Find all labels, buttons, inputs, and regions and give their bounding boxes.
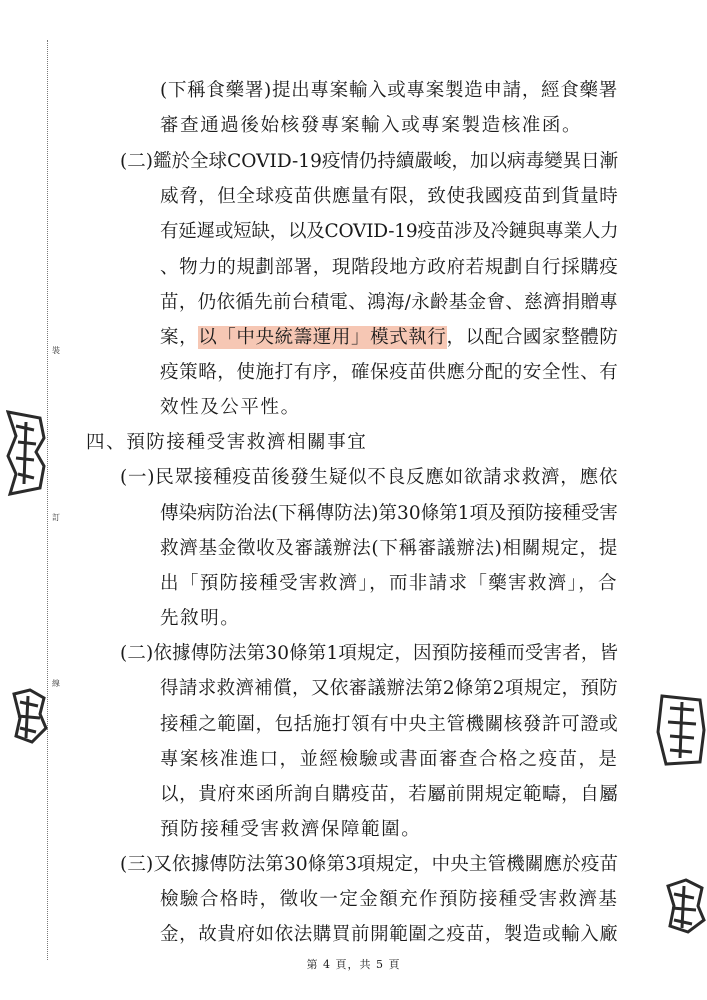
doc-line-8: [160, 326, 618, 350]
binding-mark-ding: 訂: [52, 513, 60, 522]
doc-line-6: 、物力的規劃部署，現階段地方政府若規劃自行採購疫: [160, 257, 619, 278]
doc-line-5: 有延遲或短缺，以及COVID-19疫苗涉及冷鏈與專業人力: [160, 221, 619, 242]
doc-line-3: (二)鑑於全球COVID-19疫情仍持續嚴峻，加以病毒變異日漸: [120, 151, 619, 172]
doc-line-1: (下稱食藥署)提出專案輸入或專案製造申請，經食藥署: [160, 80, 618, 101]
doc-line-16: 先敘明。: [160, 608, 241, 629]
doc-line-13: 傳染病防治法(下稱傳防法)第30條第1項及預防接種受害: [160, 503, 618, 524]
doc-line-19: 接種之範圍，包括施打領有中央主管機關核發許可證或: [160, 714, 619, 735]
binding-mark-xian: 線: [52, 679, 60, 688]
doc-line-2: 審查通過後始核發專案輸入或專案製造核准函。: [160, 115, 583, 136]
doc-line-18: 得請求救濟補償，又依審議辦法第2條第2項規定，預防: [160, 678, 619, 699]
doc-line-10: 效性及公平性。: [160, 397, 301, 418]
doc-line-24: 檢驗合格時，徵收一定金額充作預防接種受害救濟基: [160, 889, 619, 910]
doc-line-21: 以，貴府來函所詢自購疫苗，若屬前開規定範疇，自屬: [160, 784, 619, 805]
page-footer: 第 4 頁，共 5 頁: [306, 958, 401, 971]
doc-line-17: (二)依據傳防法第30條第1項規定，因預防接種而受害者，皆: [120, 643, 619, 664]
doc-line-7: 苗，仍依循先前台積電、鴻海/永齡基金會、慈濟捐贈專: [160, 292, 619, 313]
doc-line-25: 金，故貴府如依法購買前開範圍之疫苗，製造或輸入廠: [160, 924, 619, 945]
doc-line-8-before: 案，: [160, 327, 199, 348]
doc-line-23: (三)又依據傳防法第30條第3項規定，中央主管機關應於疫苗: [120, 854, 619, 875]
doc-line-14: 救濟基金徵收及審議辦法(下稱審議辦法)相關規定，提: [160, 538, 618, 559]
doc-line-20: 專案核准進口，並經檢驗或書面審查合格之疫苗，是: [160, 749, 619, 770]
binding-mark-zhuang: 裝: [52, 346, 60, 355]
highlighted-phrase: 以「中央統籌運用」模式執行: [198, 327, 447, 348]
doc-line-8-after: ，以配合國家整體防: [446, 327, 619, 348]
doc-line-4: 威脅，但全球疫苗供應量有限，致使我國疫苗到貨量時: [160, 186, 619, 207]
doc-line-15: 出「預防接種受害救濟」，而非請求「藥害救濟」，合: [160, 573, 618, 594]
section-heading-four: 四、預防接種受害救濟相關事宜: [86, 432, 368, 453]
doc-line-22: 預防接種受害救濟保障範圍。: [160, 819, 422, 840]
doc-line-9: 疫策略，使施打有序，確保疫苗供應分配的安全性、有: [160, 362, 619, 383]
doc-line-12: (一)民眾接種疫苗後發生疑似不良反應如欲請求救濟，應依: [120, 467, 619, 488]
